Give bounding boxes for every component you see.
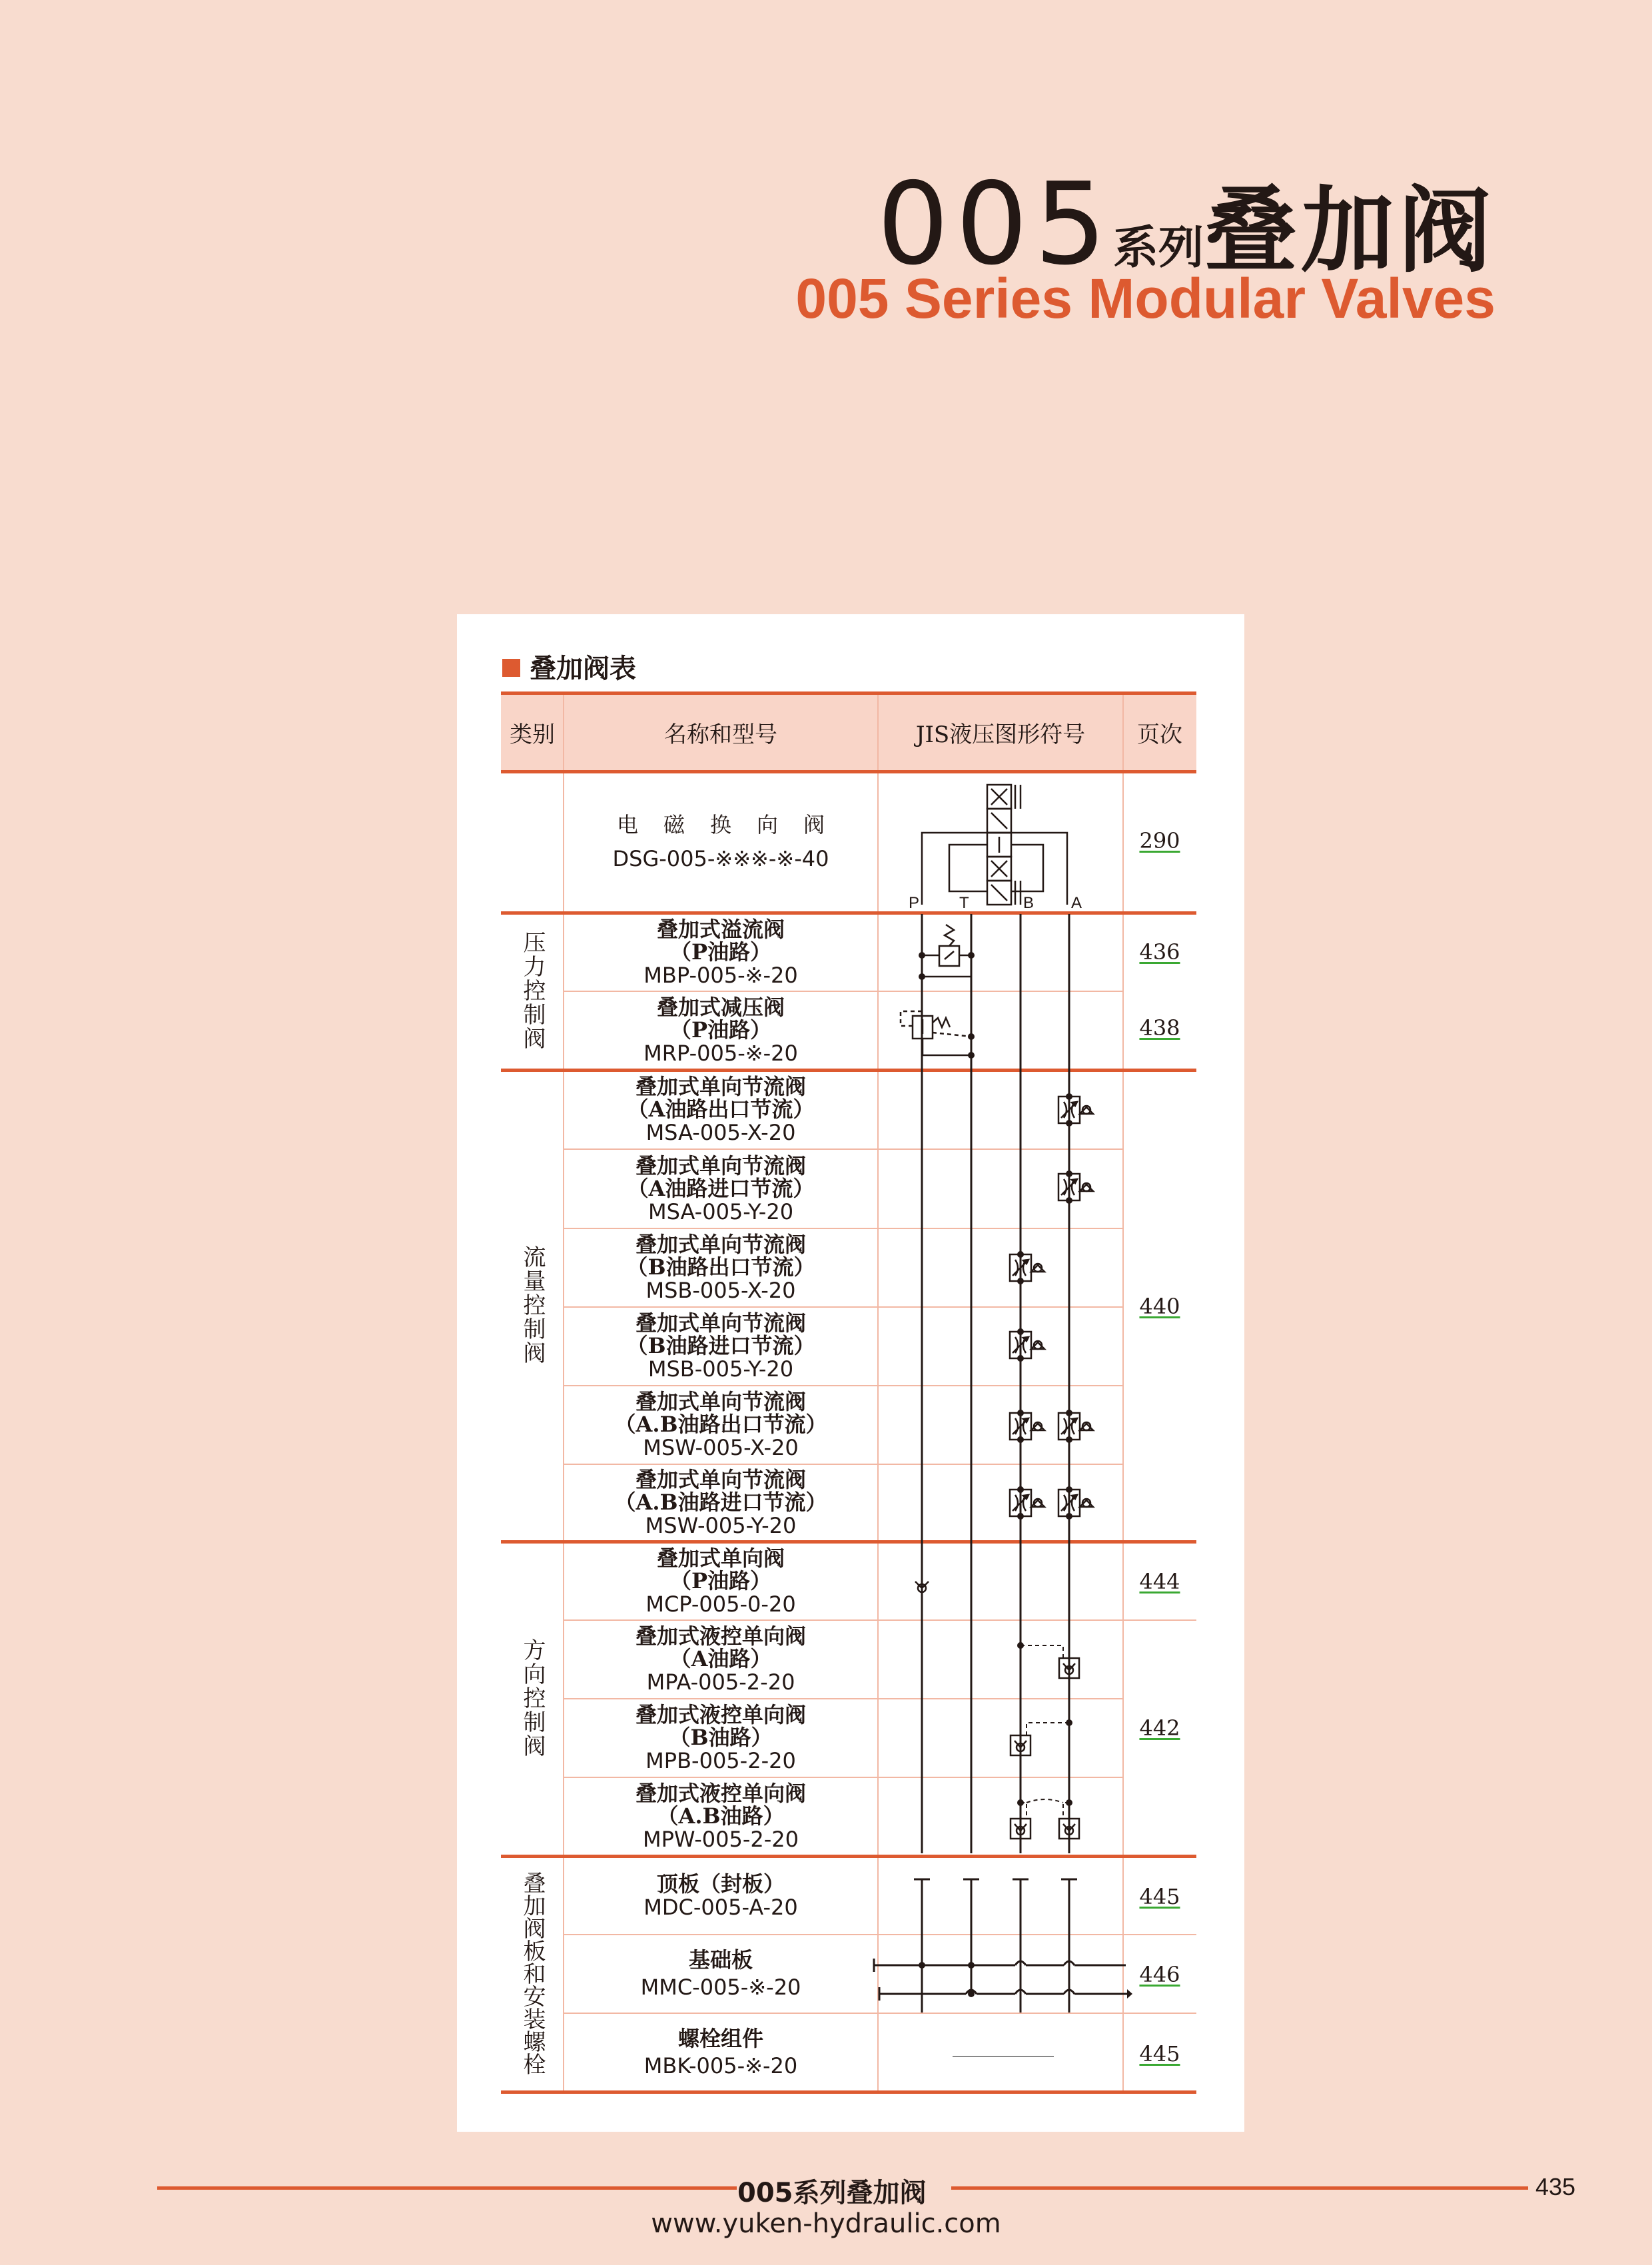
footer-rule bbox=[157, 2186, 737, 2190]
row-name: 叠加式单向节流阀 bbox=[635, 1232, 806, 1257]
port-label: T bbox=[959, 894, 969, 912]
row-sub: （P油路） bbox=[669, 939, 772, 965]
row-model: MBK-005-※-20 bbox=[643, 2052, 798, 2078]
reducing-valve-symbol bbox=[901, 1011, 971, 1055]
footer-rule bbox=[951, 2186, 1528, 2190]
row-sub: （A油路进口节流） bbox=[627, 1175, 815, 1201]
page-number[interactable]: 290 bbox=[1139, 828, 1180, 853]
port-label: P bbox=[909, 894, 920, 912]
row-sub: （B油路） bbox=[669, 1725, 773, 1750]
row-sub: （B油路进口节流） bbox=[626, 1333, 815, 1358]
port-label: B bbox=[1023, 894, 1034, 912]
row-name: 电磁换向阀 bbox=[616, 812, 850, 837]
footer-url[interactable]: www.yuken-hydraulic.com bbox=[651, 2208, 1001, 2239]
throttle-check-valve-icon bbox=[1058, 1097, 1093, 1123]
row-sub: （A油路出口节流） bbox=[627, 1097, 815, 1122]
row-sub: （A.B油路） bbox=[657, 1803, 785, 1829]
page-number[interactable]: 445 bbox=[1139, 2041, 1180, 2066]
title-series: 系列 bbox=[1112, 222, 1204, 274]
base-plate-symbol bbox=[874, 1959, 1127, 2001]
row-name: 叠加式单向节流阀 bbox=[635, 1466, 806, 1492]
row-model: MSB-005-X-20 bbox=[645, 1278, 796, 1303]
row-model: MSW-005-Y-20 bbox=[645, 1512, 797, 1538]
page-subtitle: 005 Series Modular Valves bbox=[795, 267, 1495, 330]
throttle-check-valve-icon bbox=[1010, 1254, 1044, 1281]
row-name: 叠加式单向节流阀 bbox=[635, 1389, 806, 1414]
page-number[interactable]: 436 bbox=[1139, 939, 1180, 965]
category-label: 压力控制阀 bbox=[519, 931, 546, 1051]
row-name: 叠加式溢流阀 bbox=[656, 916, 785, 942]
page-number[interactable]: 442 bbox=[1139, 1715, 1180, 1741]
row-sub: （P油路） bbox=[669, 1568, 772, 1593]
row-name: 叠加式液控单向阀 bbox=[635, 1780, 806, 1806]
row-sub: （A.B油路出口节流） bbox=[614, 1412, 827, 1437]
page-number[interactable]: 440 bbox=[1139, 1294, 1180, 1319]
row-model: MPA-005-2-20 bbox=[646, 1669, 795, 1695]
row-model: MPW-005-2-20 bbox=[642, 1826, 799, 1852]
footer-title: 005系列叠加阀 bbox=[737, 2178, 927, 2208]
throttle-check-valve-icon bbox=[1058, 1413, 1093, 1440]
section-title-text: 叠加阀表 bbox=[530, 654, 636, 684]
header-category: 类别 bbox=[510, 721, 555, 748]
title-main: 叠加阀 bbox=[1203, 177, 1495, 286]
relief-valve-symbol bbox=[922, 925, 971, 977]
row-model: MRP-005-※-20 bbox=[643, 1040, 798, 1066]
throttle-check-valve-icon bbox=[1010, 1332, 1044, 1358]
row-sub: （A油路） bbox=[669, 1646, 772, 1671]
row-name: 叠加式单向节流阀 bbox=[635, 1074, 806, 1099]
row-sub: （A.B油路进口节流） bbox=[614, 1489, 827, 1515]
row-model: MSW-005-X-20 bbox=[643, 1435, 799, 1460]
row-model: MSA-005-Y-20 bbox=[647, 1198, 794, 1224]
row-name: 基础板 bbox=[688, 1947, 753, 1973]
row-name: 叠加式单向节流阀 bbox=[635, 1310, 806, 1336]
port-label: A bbox=[1071, 894, 1082, 912]
title-number: 005 bbox=[877, 159, 1113, 290]
row-model: MSA-005-X-20 bbox=[645, 1120, 796, 1145]
row-sub: （B油路出口节流） bbox=[626, 1254, 815, 1280]
throttle-check-valve-icon bbox=[1010, 1413, 1044, 1440]
row-name: 叠加式单向节流阀 bbox=[635, 1152, 806, 1178]
row-model: MSB-005-Y-20 bbox=[647, 1356, 794, 1382]
row-model: MMC-005-※-20 bbox=[640, 1975, 801, 2000]
row-name: 叠加式液控单向阀 bbox=[635, 1702, 806, 1727]
page-number[interactable]: 438 bbox=[1139, 1015, 1180, 1041]
row-name: 顶板（封板） bbox=[656, 1871, 785, 1897]
page-number[interactable]: 444 bbox=[1139, 1569, 1180, 1594]
category-label: 流量控制阀 bbox=[519, 1245, 546, 1365]
category-label: 叠加阀板和安装螺栓 bbox=[519, 1871, 546, 2075]
solenoid-valve-symbol bbox=[922, 785, 1067, 905]
page-number[interactable]: 446 bbox=[1139, 1962, 1180, 1987]
header-symbol: JIS液压图形符号 bbox=[915, 721, 1086, 748]
row-name: 叠加式液控单向阀 bbox=[635, 1623, 806, 1649]
row-model: MDC-005-A-20 bbox=[643, 1894, 798, 1920]
row-sub: （P油路） bbox=[669, 1017, 772, 1043]
pilot-lines bbox=[1021, 1645, 1069, 1819]
row-name: 螺栓组件 bbox=[677, 2025, 763, 2051]
footer-page-number: 435 bbox=[1535, 2173, 1576, 2200]
header-name: 名称和型号 bbox=[664, 721, 777, 748]
category-label: 方向控制阀 bbox=[519, 1638, 546, 1758]
row-model: DSG-005-※※※-※-40 bbox=[612, 846, 829, 871]
throttle-check-valve-icon bbox=[1010, 1490, 1044, 1516]
page-number[interactable]: 445 bbox=[1139, 1884, 1180, 1909]
row-model: MPB-005-2-20 bbox=[645, 1748, 796, 1773]
top-plate-symbol bbox=[914, 1879, 1077, 2013]
throttle-check-valve-icon bbox=[1058, 1174, 1093, 1200]
row-name: 叠加式单向阀 bbox=[656, 1545, 785, 1571]
row-model: MBP-005-※-20 bbox=[643, 962, 798, 988]
throttle-check-valve-icon bbox=[1058, 1490, 1093, 1516]
header-page: 页次 bbox=[1137, 721, 1182, 748]
row-model: MCP-005-0-20 bbox=[645, 1591, 796, 1617]
row-name: 叠加式减压阀 bbox=[656, 994, 785, 1020]
